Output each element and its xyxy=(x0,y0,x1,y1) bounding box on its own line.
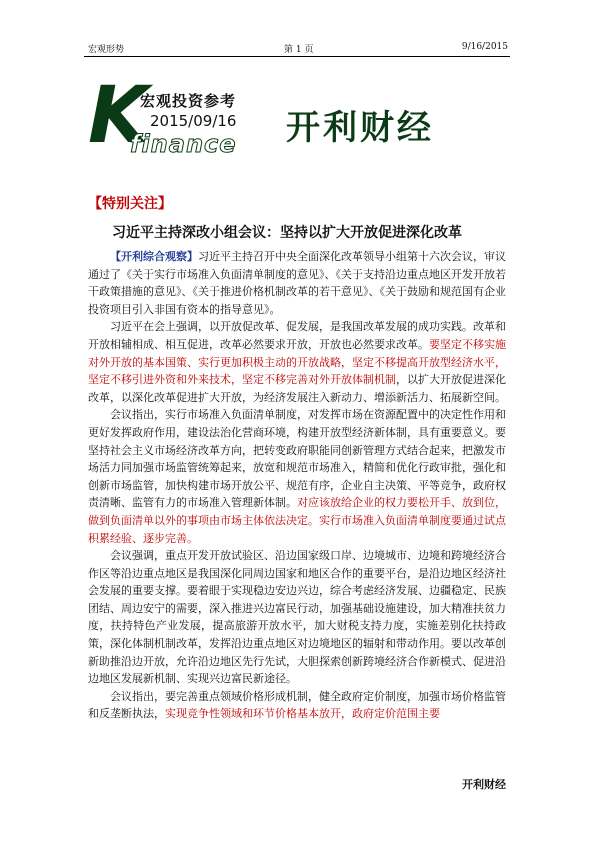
logo-date: 2015/09/16 xyxy=(150,112,237,130)
page-header xyxy=(84,40,510,54)
logo-letter: K xyxy=(88,71,149,161)
header-rule xyxy=(84,56,510,57)
paragraph-3-text: 会议指出，实行市场准入负面清单制度，对发挥市场在资源配置中的决定性作用和更好发挥政府作用，建设法治化营商环境，构建开放型经济新体制，具有重要意义。要坚持社会主义市场经济改革方向，把转变政府职能同创新管理方式结合起来，把激发市场活力同加强市场监管统筹起来，放宽和规范市场准入，精简和优化行政审批，强化和创新市场监管，加快构建市场开放公平、规范有序，企业自主决策、平等竞争，政府权责清晰、监管有力的市场准入管理新体制。 xyxy=(88,408,506,510)
brand-name: 开利财经 xyxy=(286,108,434,148)
paragraph-2-text-a: 习近平在会上强调，以开放促改革、促发展，是我国改革发展的成功实践。改革和开放相辅相成、相互促进，改革必然要求开放，开放也必然要求改革。 xyxy=(88,320,506,351)
page-footer: 开利财经 xyxy=(462,778,506,791)
paragraph-5-text: 会议指出，要完善重点领域价格形成机制，健全政府定价制度，加强市场价格监管和反垄断执法， xyxy=(88,689,506,721)
paragraph-1-text: 习近平主持召开中央全面深化改革领导小组第十六次会议，审议通过了《关于实行市场准入负面清单制度的意见》、《关于支持沿边重点地区开发开放若干政策措施的意见》、《关于推进价格机制改革的若干意见》、《关于鼓励和规范国有企业投资项目引入非国有资本的指导意见》。 xyxy=(88,250,506,316)
masthead-logo xyxy=(88,71,512,162)
header-category: 宏观形势 xyxy=(88,45,125,55)
logo-publication-name: 宏观投资参考 xyxy=(140,92,237,110)
paragraph-3-highlight: 对应该放给企业的权力要松开手、放到位，做到负面清单以外的事项由市场主体依法决定。实行市场准入负面清单制度要通过试点积累经验、逐步完善。 xyxy=(88,496,506,545)
header-page-number: 第 1 页 xyxy=(284,45,314,55)
paragraph-3 xyxy=(88,406,506,547)
article-body xyxy=(88,248,506,723)
paragraph-5-highlight: 实现竞争性领域和环节价格基本放开，政府定价范围主要 xyxy=(165,707,440,721)
paragraph-2-text-b: ，以扩大开放促进深化改革，以深化改革促进扩大开放，为经济发展注入新动力、增添新活力、拓展新空间。 xyxy=(88,373,506,404)
header-date: 9/16/2015 xyxy=(461,42,508,52)
section-label: 【特别关注】 xyxy=(88,196,172,212)
paragraph-4: 会议强调，重点开发开放试验区、沿边国家级口岸、边境城市、边境和跨境经济合作区等沿边重点地区是我国深化同周边国家和地区合作的重要平台，是沿边地区经济社会发展的重要支撑。要着眼于实现稳边安边兴边，综合考虑经济发展、边疆稳定、民族团结、周边安宁的需要，深入推进兴边富民行动，加强基础设施建设，加大精准扶贫力度，扶持特色产业发展，提高旅游开放水平，加大财税支持力度，实施差别化扶持政策，深化体制机制改革，发挥沿边重点地区对边境地区的辐射和带动作用。要以改革创新助推沿边开放，允许沿边地区先行先试，大胆探索创新跨境经济合作新模式、促进沿边地区发展新机制、实现兴边富民新途径。 xyxy=(88,549,506,686)
paragraph-2 xyxy=(88,318,506,406)
logo-finance-word: finance xyxy=(130,130,237,158)
paragraph-1 xyxy=(88,248,506,318)
source-tag: 【开利综合观察】 xyxy=(110,250,198,263)
paragraph-5 xyxy=(88,688,506,723)
paragraph-2-highlight: 要坚定不移实施对外开放的基本国策、实行更加积极主动的开放战略，坚定不移提高开放型经济水平，坚定不移引进外资和外来技术，坚定不移完善对外开放体制机制 xyxy=(88,337,506,387)
article-title: 习近平主持深改小组会议：坚持以扩大开放促进深化改革 xyxy=(112,225,462,241)
